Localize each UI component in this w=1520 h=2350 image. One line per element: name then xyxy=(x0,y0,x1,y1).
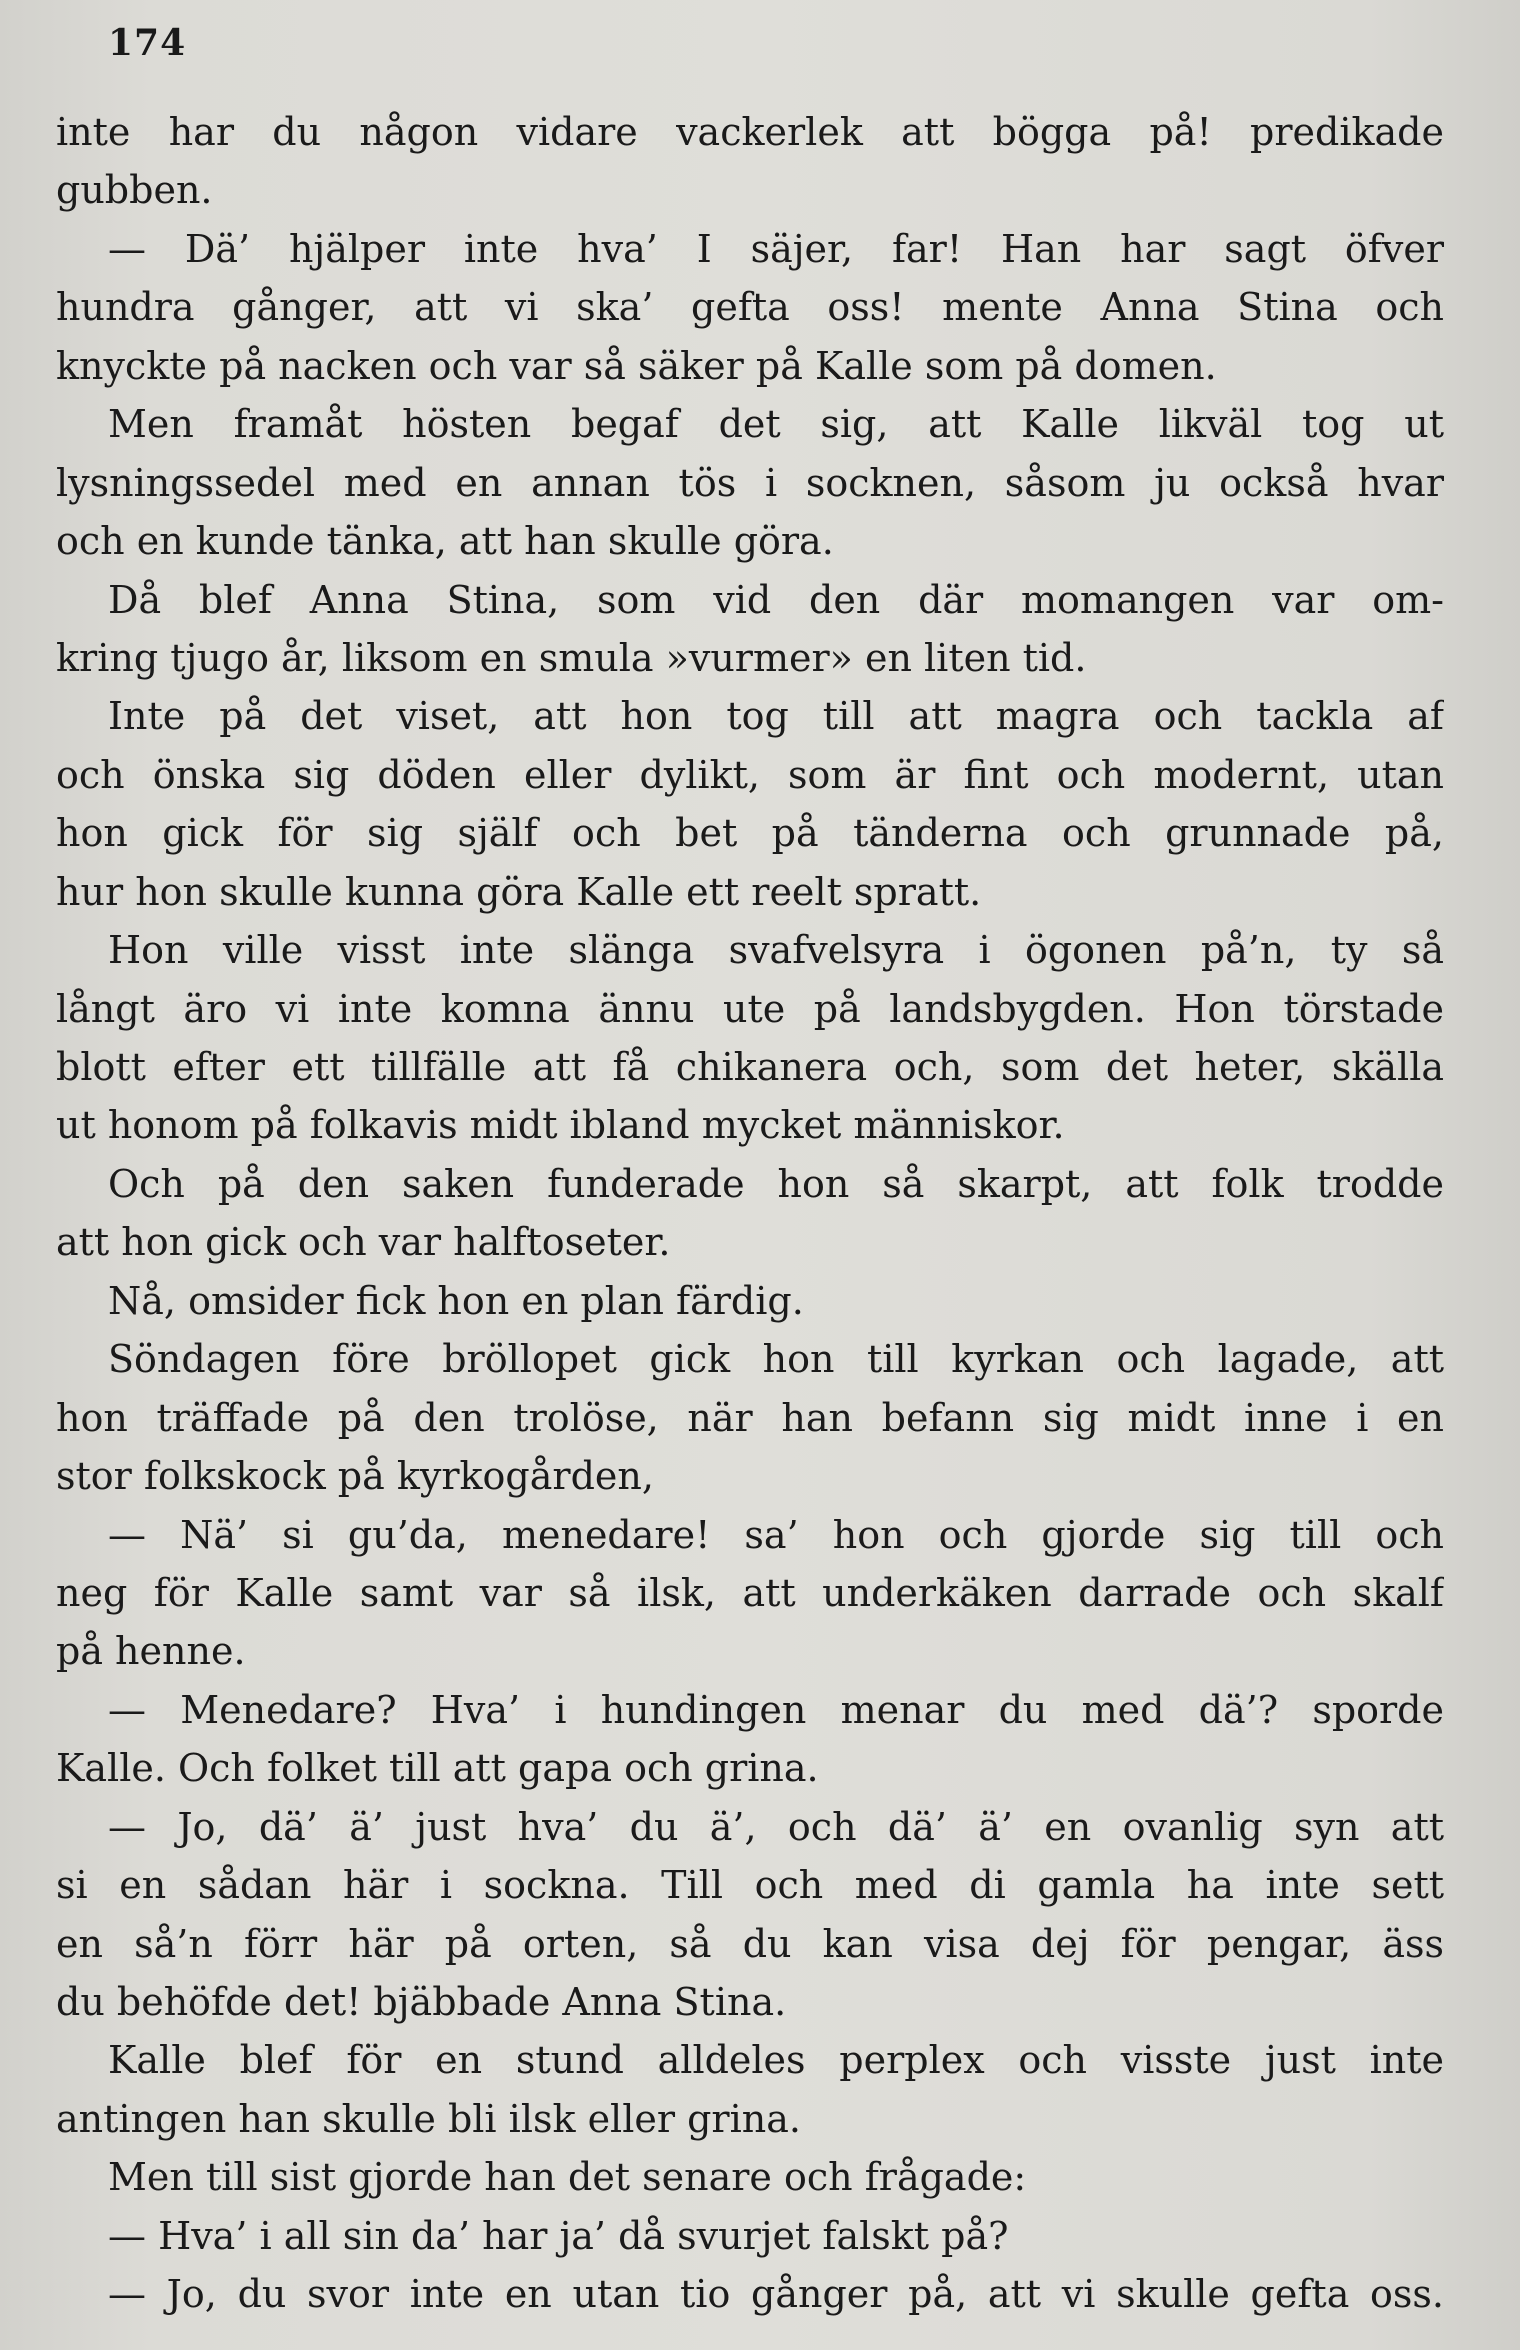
text-line: kring tjugo år, liksom en smula »vurmer» en liten tid. xyxy=(56,635,1087,680)
text-line: — Nä’ si gu’da, menedare! sa’ hon och gjorde sig till och xyxy=(108,1512,1444,1557)
body-text xyxy=(56,103,1444,2324)
text-line: Kalle blef för en stund alldeles perplex och visste just inte xyxy=(108,2038,1444,2083)
text-line: att hon gick och var halftoseter. xyxy=(56,1220,671,1265)
text-line: — Dä’ hjälper inte hva’ I säjer, far! Han har sagt öfver xyxy=(108,226,1444,271)
text-line: Men framåt hösten begaf det sig, att Kalle likväl tog ut xyxy=(108,402,1444,447)
text-line: antingen han skulle bli ilsk eller grina. xyxy=(56,2096,801,2141)
text-line: neg för Kalle samt var så ilsk, att underkäken darrade och skalf xyxy=(56,1570,1444,1615)
text-line: ut honom på folkavis midt ibland mycket människor. xyxy=(56,1103,1065,1148)
text-line: Och på den saken funderade hon så skarpt, att folk trodde xyxy=(108,1161,1444,1206)
text-line: blott efter ett tillfälle att få chikanera och, som det heter, skälla xyxy=(56,1045,1444,1089)
text-line: — Jo, du svor inte en utan tio gånger på, att vi skulle gefta oss. xyxy=(108,2272,1444,2317)
text-line: du behöfde det! bjäbbade Anna Stina. xyxy=(56,1980,787,2024)
text-line: på henne. xyxy=(56,1629,246,1674)
text-line: långt äro vi inte komna ännu ute på landsbygden. Hon törstade xyxy=(56,986,1444,1031)
text-line: Men till sist gjorde han det senare och frågade: xyxy=(108,2155,1027,2200)
text-line: Inte på det viset, att hon tog till att magra och tackla af xyxy=(108,694,1444,739)
text-line: Söndagen före bröllopet gick hon till kyrkan och lagade, att xyxy=(108,1337,1444,1382)
text-line: och en kunde tänka, att han skulle göra. xyxy=(56,519,834,564)
text-line: lysningssedel med en annan tös i socknen, såsom ju också hvar xyxy=(56,460,1444,505)
text-line: inte har du någon vidare vackerlek att bögga på! predikade xyxy=(56,110,1444,154)
text-line: — Jo, dä’ ä’ just hva’ du ä’, och dä’ ä’ en ovanlig syn att xyxy=(108,1804,1444,1849)
text-line: hur hon skulle kunna göra Kalle ett reelt spratt. xyxy=(56,869,982,914)
text-line: hundra gånger, att vi ska’ gefta oss! mente Anna Stina och xyxy=(56,285,1444,330)
text-line: — Hva’ i all sin da’ har ja’ då svurjet falskt på? xyxy=(108,2213,1009,2258)
text-line: gubben. xyxy=(56,168,213,213)
text-line: Hon ville visst inte slänga svafvelsyra i ögonen på’n, ty så xyxy=(108,928,1444,973)
text-line: Kalle. Och folket till att gapa och grina. xyxy=(56,1746,819,1791)
text-line: si en sådan här i sockna. Till och med di gamla ha inte sett xyxy=(56,1863,1444,1908)
text-line: knyckte på nacken och var så säker på Kalle som på domen. xyxy=(56,343,1217,388)
text-line: hon gick för sig själf och bet på tänderna och grunnade på, xyxy=(56,811,1444,856)
text-line: Då blef Anna Stina, som vid den där momangen var om- xyxy=(108,577,1444,622)
text-line: och önska sig döden eller dylikt, som är fint och modernt, utan xyxy=(56,752,1444,797)
text-line: Nå, omsider fick hon en plan färdig. xyxy=(108,1278,804,1323)
text-line: en så’n förr här på orten, så du kan visa dej för pengar, äss xyxy=(56,1921,1444,1966)
text-line: hon träffade på den trolöse, när han befann sig midt inne i en xyxy=(56,1395,1444,1440)
page-number: 174 xyxy=(108,22,187,64)
text-line: stor folkskock på kyrkogården, xyxy=(56,1454,654,1499)
text-line: — Menedare? Hva’ i hundingen menar du med dä’? sporde xyxy=(108,1687,1444,1732)
